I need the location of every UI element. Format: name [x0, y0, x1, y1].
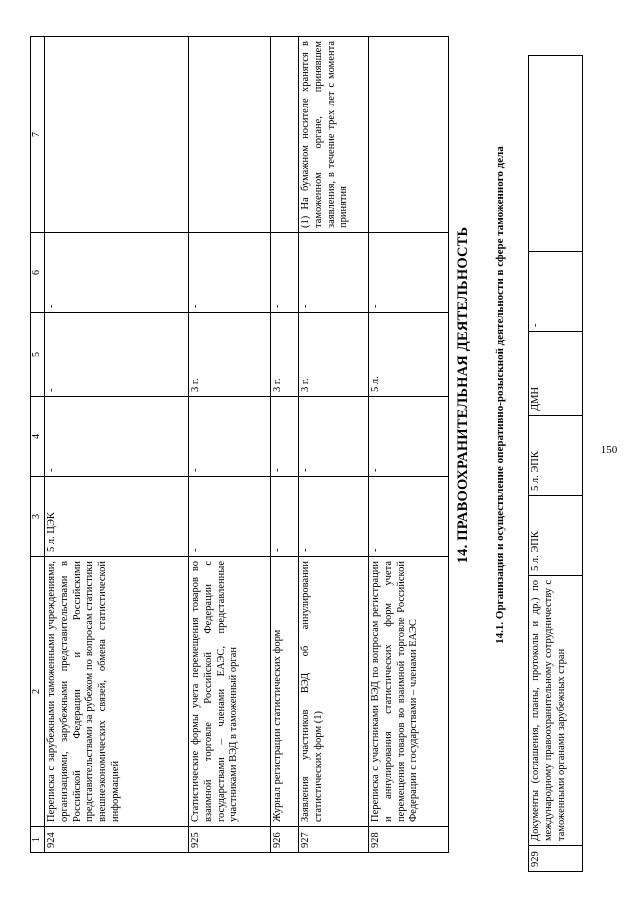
header-cell: 7	[31, 37, 45, 233]
header-cell: 3	[31, 477, 45, 557]
table-row	[299, 37, 369, 853]
storage-term-cell: -	[299, 397, 369, 477]
storage-term-cell: 5 л. ЭПК	[529, 496, 583, 576]
storage-term-cell: 5 л. ЭПК	[529, 416, 583, 496]
notes-cell	[529, 56, 583, 252]
row-number: 929	[529, 846, 583, 872]
notes-cell	[45, 37, 189, 233]
page-number: 150	[600, 444, 618, 456]
storage-term-cell: -	[189, 397, 271, 477]
storage-term-cell: 3 г.	[271, 313, 299, 397]
header-cell: 4	[31, 397, 45, 477]
records-table-continued	[528, 55, 583, 872]
storage-term-cell: -	[45, 313, 189, 397]
notes-cell	[271, 37, 299, 233]
storage-term-cell: -	[189, 233, 271, 313]
storage-term-cell: -	[189, 477, 271, 557]
table-row	[189, 37, 271, 853]
header-cell: 2	[31, 557, 45, 827]
storage-term-cell: -	[45, 397, 189, 477]
document-title: Статистические формы учета перемещения товаров во взаимной торговле Российской Федерации с государствами – членами ЕАЭС, представленные участниками ВЭД в таможенный орган	[189, 557, 271, 827]
header-cell: 1	[31, 827, 45, 853]
table-row	[529, 56, 583, 872]
storage-term-cell: -	[299, 477, 369, 557]
notes-cell	[189, 37, 271, 233]
records-table	[30, 36, 449, 853]
storage-term-cell: 5 л.	[369, 313, 449, 397]
subsection-title: 14.1. Организация и осуществление оперативно-розыскной деятельности в сфере таможенного дела	[494, 146, 506, 644]
storage-term-cell: -	[45, 233, 189, 313]
storage-term-cell: -	[369, 397, 449, 477]
row-number: 927	[299, 827, 369, 853]
document-title: Переписка с участниками ВЭД по вопросам регистрации и аннулирования статистических форм учета перемещения товаров во взаимной торговле Российской Федерации с государствами – членами ЕАЭС	[369, 557, 449, 827]
document-title: Документы (соглашения, планы, протоколы и др.) по международному правоохранительному сотрудничеству с таможенными органами зарубежных стран	[529, 576, 583, 846]
storage-term-cell: -	[369, 477, 449, 557]
storage-term-cell: 3 г.	[299, 313, 369, 397]
table-row	[271, 37, 299, 853]
table-row	[45, 37, 189, 853]
section-title: 14. ПРАВООХРАНИТЕЛЬНАЯ ДЕЯТЕЛЬНОСТЬ	[455, 226, 471, 564]
row-number: 926	[271, 827, 299, 853]
row-number: 925	[189, 827, 271, 853]
storage-term-cell: -	[529, 252, 583, 332]
row-number: 928	[369, 827, 449, 853]
storage-term-cell: 3 г.	[189, 313, 271, 397]
row-number: 924	[45, 827, 189, 853]
storage-term-cell: -	[271, 477, 299, 557]
notes-cell: (1) На бумажном носителе хранятся в таможенном органе, принявшем заявления, в течение трех лет с момента принятия	[299, 37, 369, 233]
header-cell: 6	[31, 233, 45, 313]
document-title: Заявления участников ВЭД об аннулировании статистических форм (1)	[299, 557, 369, 827]
storage-term-cell: -	[369, 233, 449, 313]
document-title: Журнал регистрации статистических форм	[271, 557, 299, 827]
document-title: Переписка с зарубежными таможенными учреждениями, организациями, зарубежными представительствами в Российской Федерации и Российскими представительствами за рубежом по вопросам статистики внешнеэкономических связей, обмена статистической информацией	[45, 557, 189, 827]
storage-term-cell: 5 л. ЦЭК	[45, 477, 189, 557]
storage-term-cell: ДМН	[529, 332, 583, 416]
storage-term-cell: -	[299, 233, 369, 313]
table-header-row	[31, 37, 45, 853]
storage-term-cell: -	[271, 233, 299, 313]
table-row	[369, 37, 449, 853]
notes-cell	[369, 37, 449, 233]
storage-term-cell: -	[271, 397, 299, 477]
header-cell: 5	[31, 313, 45, 397]
